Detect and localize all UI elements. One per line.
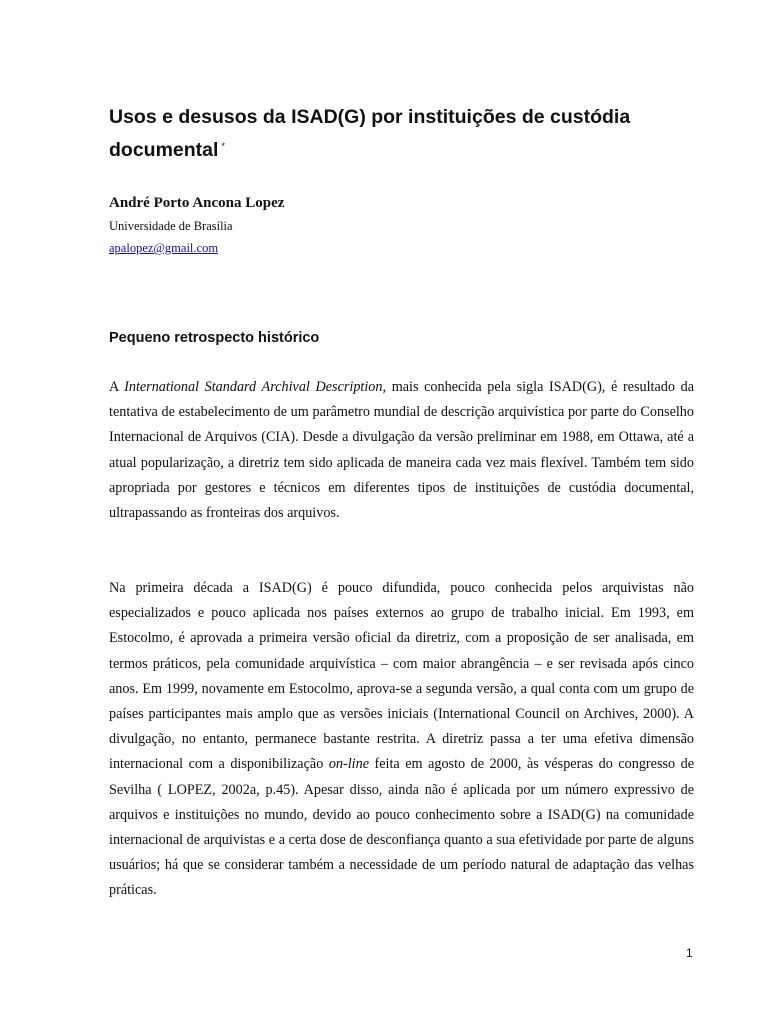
title-footnote-mark[interactable]: * xyxy=(221,140,225,151)
paragraph-2-part2: feita em agosto de 2000, às vésperas do congresso de Sevilha ( LOPEZ, 2002a, p.45). Apesar disso, ainda não é aplicada por um número expressivo de arquivos e instituições no mundo, devido ao pouco conhecimento sobre a ISAD(G) na comunidade internacional de arquivistas e a certa dose de desconfiança quanto a sua efetividade por parte de alguns usuários; há que se considerar também a necessidade de um período natural de adaptação das velhas práticas. xyxy=(109,756,694,899)
paragraph-1-lead: A xyxy=(109,379,125,395)
document-title xyxy=(109,101,689,167)
section-heading: Pequeno retrospecto histórico xyxy=(109,330,320,346)
paragraph-1-rest: , mais conhecida pela sigla ISAD(G), é resultado da tentativa de estabelecimento de um parâmetro mundial de descrição arquivística por parte do Conselho Internacional de Arquivos (CIA). Desde a divulgação da versão preliminar em 1988, em Ottawa, até a atual popularização, a diretriz tem sido aplicada de maneira cada vez mais flexível. Também tem sido apropriada por gestores e técnicos em diferentes tipos de instituições de custódia documental, ultrapassando as fronteiras dos arquivos. xyxy=(109,379,694,522)
paragraph-2-italic: on-line xyxy=(328,756,369,773)
page-number: 1 xyxy=(686,946,693,960)
paragraph-1 xyxy=(109,375,694,526)
author-affiliation: Universidade de Brasília xyxy=(109,219,233,233)
title-text: Usos e desusos da ISAD(G) por instituições de custódia documental xyxy=(109,106,631,161)
author-name: André Porto Ancona Lopez xyxy=(109,195,285,211)
paragraph-2 xyxy=(109,576,694,904)
paragraph-1-italic: International Standard Archival Description xyxy=(124,379,383,395)
paragraph-2-part1: Na primeira década a ISAD(G) é pouco difundida, pouco conhecida pelos arquivistas não especializados e pouco aplicada nos países externos ao grupo de trabalho inicial. Em 1993, em Estocolmo, é aprovada a primeira versão oficial da diretriz, com a proposição de ser analisada, em termos práticos, pela comunidade arquivística – com maior abrangência – e ser revisada após cinco anos. Em 1999, novamente em Estocolmo, aprova-se a segunda versão, a qual conta com um grupo de países participantes mais amplo que as versões iniciais (International Council on Archives, 2000). A divulgação, no entanto, permanece bastante restrita. A diretriz passa a ter uma efetiva dimensão internacional com a disponibilização xyxy=(109,580,694,773)
author-email-link[interactable]: apalopez@gmail.com xyxy=(109,241,219,255)
